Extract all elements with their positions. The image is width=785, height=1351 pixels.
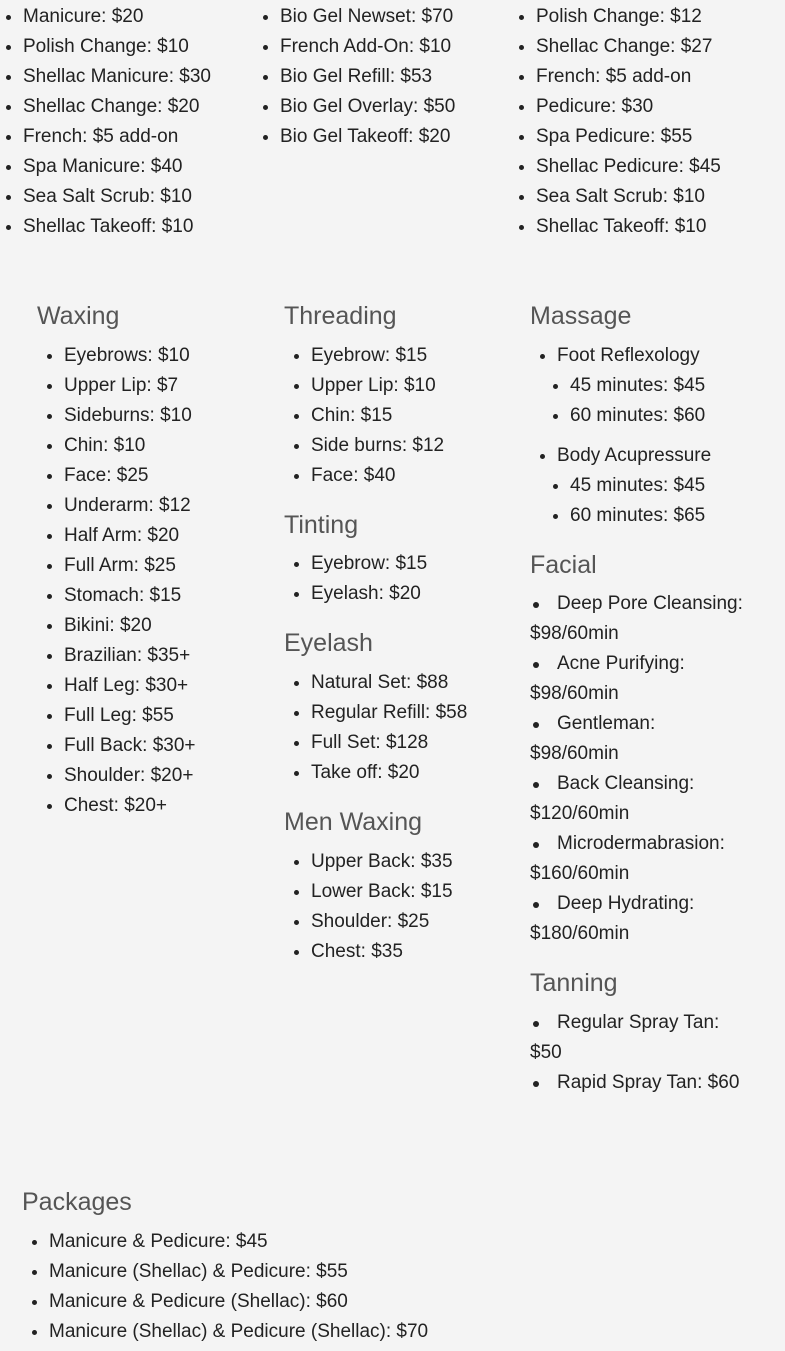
packages-heading: Packages	[22, 1188, 132, 1216]
massage-sublist	[557, 471, 711, 531]
list-item: • Eyelash: $20	[311, 579, 427, 609]
waxing-section	[37, 301, 196, 821]
list-item: • Lower Back: $15	[311, 877, 453, 907]
list-item: • French: $5 add-on	[536, 62, 721, 92]
list-item: • Half Arm: $20	[64, 521, 196, 551]
list-item: • Manicure (Shellac) & Pedicure: $55	[49, 1257, 428, 1287]
list-item: • Chest: $35	[311, 937, 453, 967]
list-item: • Upper Back: $35	[311, 847, 453, 877]
list-item: • Face: $40	[311, 461, 444, 491]
list-item: • Shellac Takeoff: $10	[23, 212, 211, 242]
list-item: • French Add-On: $10	[280, 32, 455, 62]
list-item: • Bio Gel Overlay: $50	[280, 92, 455, 122]
list-item: • Full Set: $128	[311, 728, 467, 758]
list-item: • Brazilian: $35+	[64, 641, 196, 671]
list-item: • Eyebrows: $10	[64, 341, 196, 371]
eyelash-heading: Eyelash	[284, 629, 373, 657]
list-item: • Pedicure: $30	[536, 92, 721, 122]
list-item: • Full Arm: $25	[64, 551, 196, 581]
list-item: • Polish Change: $12	[536, 2, 721, 32]
list-item: • Natural Set: $88	[311, 668, 467, 698]
list-item: • 60 minutes: $60	[570, 401, 711, 431]
list-item: • Bikini: $20	[64, 611, 196, 641]
men-waxing-heading: Men Waxing	[284, 808, 423, 836]
list-item: • Half Leg: $30+	[64, 671, 196, 701]
list-item: • Chin: $10	[64, 431, 196, 461]
massage-sublist	[557, 371, 711, 431]
massage-section	[530, 301, 711, 541]
threading-list	[284, 341, 444, 491]
waxing-heading: Waxing	[37, 302, 120, 330]
list-item: • Shellac Change: $27	[536, 32, 721, 62]
list-item: • Shellac Change: $20	[23, 92, 211, 122]
facial-section	[530, 550, 745, 949]
list-item: • Manicure: $20	[23, 2, 211, 32]
list-item: Microdermabrasion: $160/60min	[530, 829, 745, 889]
list-item: • Bio Gel Refill: $53	[280, 62, 455, 92]
list-item: • Spa Manicure: $40	[23, 152, 211, 182]
eyelash-section	[284, 628, 467, 788]
list-item: Deep Pore Cleansing: $98/60min	[530, 589, 745, 649]
list-item: • Face: $25	[64, 461, 196, 491]
bio-gel-list	[253, 2, 455, 152]
list-item: Deep Hydrating: $180/60min	[530, 889, 745, 949]
list-item: • Shellac Pedicure: $45	[536, 152, 721, 182]
list-item: • 60 minutes: $65	[570, 501, 711, 531]
list-item: • Spa Pedicure: $55	[536, 122, 721, 152]
massage-heading: Massage	[530, 302, 632, 330]
list-item: • Chin: $15	[311, 401, 444, 431]
list-item: • Upper Lip: $7	[64, 371, 196, 401]
list-item: • Shoulder: $25	[311, 907, 453, 937]
packages-section	[22, 1187, 428, 1347]
list-item: • 45 minutes: $45	[570, 471, 711, 501]
massage-group	[557, 441, 711, 531]
massage-group-name: Body Acupressure	[557, 445, 712, 466]
list-item: • Shoulder: $20+	[64, 761, 196, 791]
list-item: • Manicure (Shellac) & Pedicure (Shellac): $70	[49, 1317, 428, 1347]
manicure-list	[0, 2, 211, 242]
list-item: • Chest: $20+	[64, 791, 196, 821]
tinting-heading: Tinting	[284, 511, 359, 539]
list-item: • Shellac Manicure: $30	[23, 62, 211, 92]
tanning-heading: Tanning	[530, 969, 618, 997]
waxing-list	[37, 341, 196, 821]
list-item: • Underarm: $12	[64, 491, 196, 521]
threading-section	[284, 301, 444, 491]
list-item: • Manicure & Pedicure: $45	[49, 1227, 428, 1257]
list-item: Regular Spray Tan: $50	[530, 1008, 745, 1068]
list-item: • Stomach: $15	[64, 581, 196, 611]
list-item: • Bio Gel Takeoff: $20	[280, 122, 455, 152]
facial-list	[530, 589, 745, 949]
list-item: • Polish Change: $10	[23, 32, 211, 62]
list-item: • Regular Refill: $58	[311, 698, 467, 728]
massage-list	[530, 341, 711, 531]
list-item: • Sea Salt Scrub: $10	[536, 182, 721, 212]
massage-group-name: Foot Reflexology	[557, 345, 700, 366]
tinting-section	[284, 510, 427, 609]
eyelash-list	[284, 668, 467, 788]
tinting-list	[284, 549, 427, 609]
bio-gel-column	[253, 2, 455, 152]
list-item: Acne Purifying: $98/60min	[530, 649, 745, 709]
list-item: • Eyebrow: $15	[311, 341, 444, 371]
list-item: • 45 minutes: $45	[570, 371, 711, 401]
pedicure-list	[509, 2, 721, 242]
manicure-column	[0, 2, 211, 242]
list-item: • Sideburns: $10	[64, 401, 196, 431]
pedicure-column	[509, 2, 721, 242]
list-item: • Sea Salt Scrub: $10	[23, 182, 211, 212]
list-item: • Full Leg: $55	[64, 701, 196, 731]
tanning-list	[530, 1008, 745, 1098]
facial-heading: Facial	[530, 551, 597, 579]
list-item: • Side burns: $12	[311, 431, 444, 461]
list-item: • Eyebrow: $15	[311, 549, 427, 579]
packages-list	[22, 1227, 428, 1347]
list-item: Rapid Spray Tan: $60	[530, 1068, 745, 1098]
list-item: • Full Back: $30+	[64, 731, 196, 761]
list-item: • Shellac Takeoff: $10	[536, 212, 721, 242]
men-waxing-section	[284, 807, 453, 967]
list-item: Back Cleansing: $120/60min	[530, 769, 745, 829]
list-item: • Take off: $20	[311, 758, 467, 788]
list-item: • Upper Lip: $10	[311, 371, 444, 401]
men-waxing-list	[284, 847, 453, 967]
list-item: • Manicure & Pedicure (Shellac): $60	[49, 1287, 428, 1317]
massage-group	[557, 341, 711, 431]
tanning-section	[530, 968, 745, 1098]
threading-heading: Threading	[284, 302, 397, 330]
list-item: • French: $5 add-on	[23, 122, 211, 152]
list-item: • Bio Gel Newset: $70	[280, 2, 455, 32]
list-item: Gentleman: $98/60min	[530, 709, 745, 769]
